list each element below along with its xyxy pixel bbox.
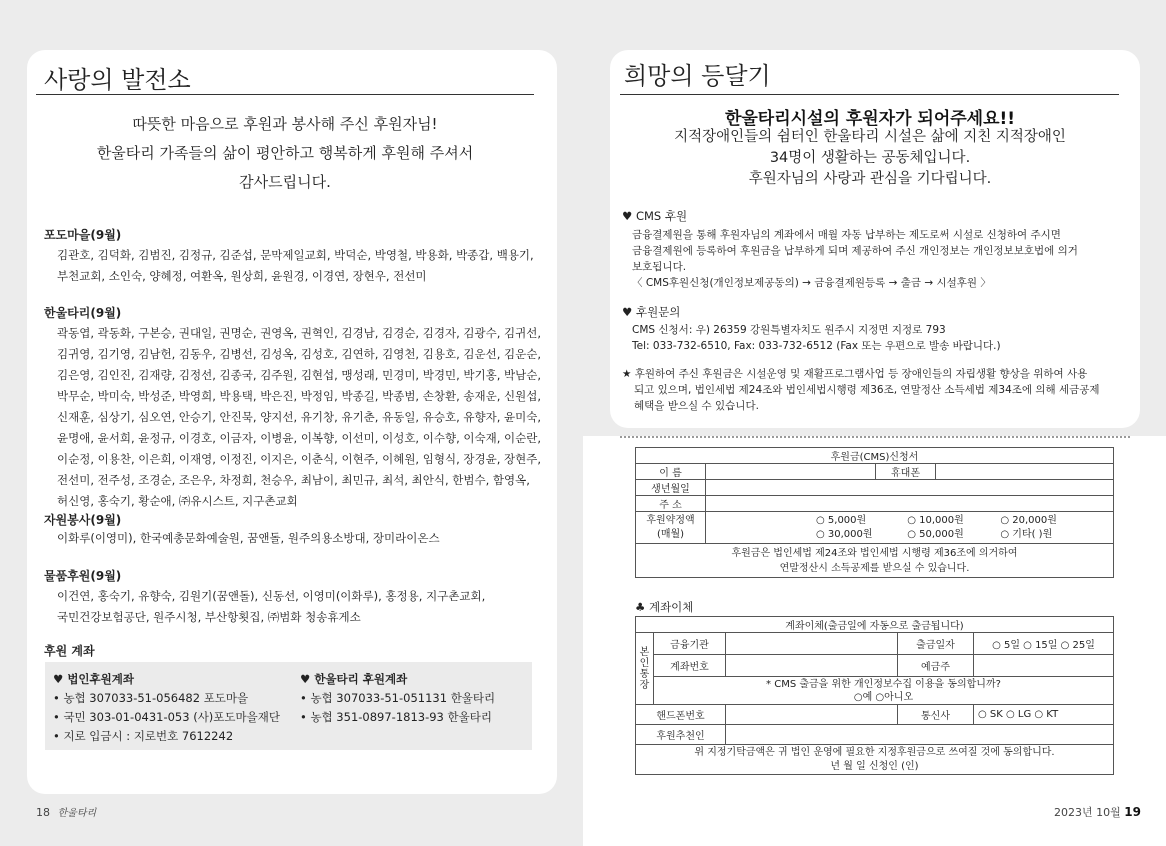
donor-line: 부천교회, 소인숙, 양혜정, 여환옥, 원상희, 윤원경, 이경연, 장현우, 전선미 xyxy=(57,269,427,283)
section-body-volunteer xyxy=(57,528,440,549)
intro-line-2: 한울타리 가족들의 삶이 평안하고 행복하게 후원해 주셔서 xyxy=(96,144,474,162)
donor-line: 허신영, 홍숙기, 황순애, ㈜유시스트, 지구촌교회 xyxy=(57,494,298,508)
form1-amount-options[interactable] xyxy=(706,512,1114,544)
form2-agreement xyxy=(636,745,1114,775)
section-body-hanultari xyxy=(57,323,541,512)
form1-addr-field[interactable] xyxy=(706,496,1114,512)
form2-carrier-label: 통신사 xyxy=(898,705,974,725)
form2-acct-label: 계좌번호 xyxy=(654,655,726,677)
sub-line: 34명이 생활하는 공동체입니다. xyxy=(769,150,971,166)
cms-line: 금융결제원에 등록하여 후원금을 납부하게 되며 제공하여 주신 개인정보는 개인정보보호법에 의거 xyxy=(632,245,1078,257)
tax-line: 되고 있으며, 법인세법 제24조와 법인세법시행령 제36조, 연말정산 소득세법 제34조에 의해 세금공제 xyxy=(634,384,1100,396)
amount-option[interactable]: ○ 10,000원 xyxy=(907,514,964,526)
footer-date: 2023년 10월 xyxy=(1054,806,1121,819)
account-line: • 지로 입금시 : 지로번호 7612242 xyxy=(53,729,234,743)
donor-line: 이건연, 홍숙기, 유향숙, 김원기(꿈앤돌), 신동선, 이영미(이화루), 홍정용, 지구촌교회, xyxy=(57,589,486,603)
cms-application-form xyxy=(635,447,1114,578)
form1-addr-label: 주 소 xyxy=(636,496,706,512)
account-line: • 농협 307033-51-051131 한울타리 xyxy=(300,691,496,705)
cms-line: 금융결제원을 통해 후원자님의 계좌에서 매월 자동 납부하는 제도로써 시설로 신청하여 주시면 xyxy=(632,229,1061,241)
amount-option[interactable]: ○ 기타( )원 xyxy=(1000,528,1053,540)
right-title: 희망의 등달기 xyxy=(624,62,771,90)
form1-note-line: 후원금은 법인세법 제24조와 법인세법 시행령 제36조에 의거하여 xyxy=(731,547,1018,559)
account-transfer-form xyxy=(635,616,1114,775)
form2-self-account-label: 본인통장 xyxy=(636,633,654,705)
section-head-goods: 물품후원(9월) xyxy=(44,569,122,583)
sub-line: 지적장애인들의 쉼터인 한울타리 시설은 삶에 지친 지적장애인 xyxy=(674,129,1066,145)
left-page-number: 18 xyxy=(36,806,50,819)
form1-note-line: 연말정산시 소득공제를 받으실 수 있습니다. xyxy=(779,562,970,574)
intro-line-1: 따뜻한 마음으로 후원과 봉사해 주신 후원자님! xyxy=(132,115,438,133)
inquiry-head: ♥ 후원문의 xyxy=(622,305,681,319)
account-col-head: ♥ 법인후원계좌 xyxy=(53,672,134,686)
form2-bank-field[interactable] xyxy=(726,633,898,655)
section-body-goods xyxy=(57,586,485,628)
cms-line: 〈 CMS후원신청(개인정보제공동의) → 금융결제원등록 → 출금 → 시설후원 〉 xyxy=(632,277,991,289)
form2-holder-label: 예금주 xyxy=(898,655,974,677)
inquiry-body xyxy=(632,322,1130,354)
form2-title: 계좌이체(출금일에 자동으로 출금됩니다) xyxy=(636,617,1114,633)
form1-name-field[interactable] xyxy=(706,464,876,480)
form1-tax-note xyxy=(636,544,1114,578)
form2-date-options[interactable]: ○ 5일 ○ 15일 ○ 25일 xyxy=(974,633,1114,655)
donor-line: 김귀영, 김기영, 김남헌, 김동우, 김병선, 김성옥, 김성호, 김연하, 김영천, 김용호, 김운선, 김운순, xyxy=(57,347,541,361)
account-col-corporate xyxy=(53,670,280,746)
form1-birth-label: 생년월일 xyxy=(636,480,706,496)
monthly-label: (매월) xyxy=(656,528,685,540)
cut-line xyxy=(620,436,1130,438)
donor-line: 국민건강보험공단, 원주시청, 부산항횟집, ㈜범화 청송휴게소 xyxy=(57,610,361,624)
donor-line: 이순정, 이용찬, 이은희, 이재영, 이정진, 이지은, 이춘식, 이현주, 이혜원, 임형식, 장경윤, 장현주, xyxy=(57,452,541,466)
tax-note xyxy=(622,366,1120,414)
donor-line: 박무순, 박미숙, 박성준, 박영희, 박용택, 박은진, 박정임, 박종길, 박종범, 손창환, 송재운, 신원섭, xyxy=(57,389,541,403)
section-body-podo xyxy=(57,245,534,287)
cms-body xyxy=(632,227,1130,291)
form2-acct-field[interactable] xyxy=(726,655,898,677)
sub-line: 후원자님의 사랑과 관심을 기다립니다. xyxy=(748,171,992,187)
right-footer xyxy=(1054,804,1141,820)
right-sub xyxy=(620,127,1120,190)
account-line: • 농협 307033-51-056482 포도마을 xyxy=(53,691,249,705)
donor-line: 이화루(이영미), 한국예총문화예술원, 꿈앤돌, 원주의용소방대, 장미라이온스 xyxy=(57,531,440,545)
agreement-line: 위 지정기탁금액은 귀 법인 운영에 필요한 지정후원금으로 쓰여질 것에 동의합니다. xyxy=(694,746,1055,758)
amount-label: 후원약정액 xyxy=(646,514,695,526)
inquiry-line: Tel: 033-732-6510, Fax: 033-732-6512 (Fax 또는 우편으로 발송 바랍니다.) xyxy=(632,340,1001,352)
left-footer xyxy=(36,804,96,819)
account-head: 후원 계좌 xyxy=(44,644,95,658)
section-head-hanultari: 한울타리(9월) xyxy=(44,306,122,320)
intro-line-3: 감사드립니다. xyxy=(239,173,331,191)
cms-line: 보호됩니다. xyxy=(632,261,687,273)
signature-line: 년 월 일 신청인 (인) xyxy=(830,760,919,772)
form2-mobile-label: 핸드폰번호 xyxy=(636,705,726,725)
right-title-rule xyxy=(620,94,1119,95)
section-head-podo: 포도마을(9월) xyxy=(44,228,122,242)
donor-line: 전선미, 전주성, 조경순, 조은우, 차정희, 천승우, 최남이, 최민규, 최석, 최안식, 한범수, 함영옥, xyxy=(57,473,530,487)
section-head-volunteer: 자원봉사(9월) xyxy=(44,513,122,527)
donor-line: 김관호, 김덕화, 김범진, 김정규, 김준섭, 문막제일교회, 박덕순, 박영철, 박용화, 박종갑, 백용기, xyxy=(57,248,534,262)
account-col-hanultari xyxy=(300,670,495,727)
consent-question: * CMS 출금을 위한 개인정보수집 이용을 동의합니까? xyxy=(766,678,1001,690)
amount-option[interactable]: ○ 50,000원 xyxy=(907,528,964,540)
amount-option[interactable]: ○ 30,000원 xyxy=(816,528,873,540)
form2-date-label: 출금일자 xyxy=(898,633,974,655)
right-page-number: 19 xyxy=(1124,805,1141,819)
account-box xyxy=(45,662,532,750)
footer-logo: 한울타리 xyxy=(57,808,97,819)
form2-referrer-field[interactable] xyxy=(726,725,1114,745)
form1-phone-field[interactable] xyxy=(936,464,1114,480)
account-line: • 국민 303-01-0431-053 (사)포도마을재단 xyxy=(53,710,280,724)
transfer-head: ♣ 계좌이체 xyxy=(635,600,694,614)
left-intro xyxy=(40,110,530,197)
left-title-rule xyxy=(36,94,534,95)
form1-phone-label: 휴대폰 xyxy=(876,464,936,480)
tax-line: 혜택을 받으실 수 있습니다. xyxy=(634,400,759,412)
cms-head: ♥ CMS 후원 xyxy=(622,209,688,223)
form2-bank-label: 금융기관 xyxy=(654,633,726,655)
form2-referrer-label: 후원추천인 xyxy=(636,725,726,745)
consent-options[interactable]: ○예 ○아니오 xyxy=(853,691,914,703)
right-headline: 한울타리시설의 후원자가 되어주세요!! xyxy=(724,109,1016,129)
form1-birth-field[interactable] xyxy=(706,480,1114,496)
tax-line: ★ 후원하여 주신 후원금은 시설운영 및 재활프로그램사업 등 장애인들의 자립생활 향상을 위하여 사용 xyxy=(622,368,1088,380)
account-col-head: ♥ 한울타리 후원계좌 xyxy=(300,672,408,686)
form2-holder-field[interactable] xyxy=(974,655,1114,677)
left-title: 사랑의 발전소 xyxy=(44,66,191,94)
account-line: • 농협 351-0897-1813-93 한울타리 xyxy=(300,710,492,724)
donor-line: 윤명애, 윤서희, 윤정규, 이경호, 이금자, 이병윤, 이복향, 이선미, 이성호, 이수향, 이숙재, 이순란, xyxy=(57,431,541,445)
form1-title: 후원금(CMS)신청서 xyxy=(636,448,1114,464)
amount-option[interactable]: ○ 20,000원 xyxy=(1000,514,1057,526)
form1-amount-label xyxy=(636,512,706,544)
form1-name-label: 이 름 xyxy=(636,464,706,480)
inquiry-line: CMS 신청서: 우) 26359 강원특별자치도 원주시 지정면 지정로 793 xyxy=(632,324,946,336)
form2-mobile-field[interactable] xyxy=(726,705,898,725)
form2-carrier-options[interactable]: ○ SK ○ LG ○ KT xyxy=(974,705,1114,725)
donor-line: 신재훈, 심상기, 심오연, 안승기, 안진묵, 양지선, 유기창, 유기춘, 유동일, 유승호, 유향자, 윤미숙, xyxy=(57,410,541,424)
donor-line: 곽동엽, 곽동화, 구본승, 권대일, 권명순, 권영옥, 권혁인, 김경남, 김경순, 김경자, 김광수, 김귀선, xyxy=(57,326,541,340)
form2-consent xyxy=(654,677,1114,705)
donor-line: 김은영, 김인진, 김재량, 김정선, 김종국, 김주원, 김현섭, 맹성래, 민경미, 박경민, 박기홍, 박남순, xyxy=(57,368,541,382)
amount-option[interactable]: ○ 5,000원 xyxy=(816,514,867,526)
